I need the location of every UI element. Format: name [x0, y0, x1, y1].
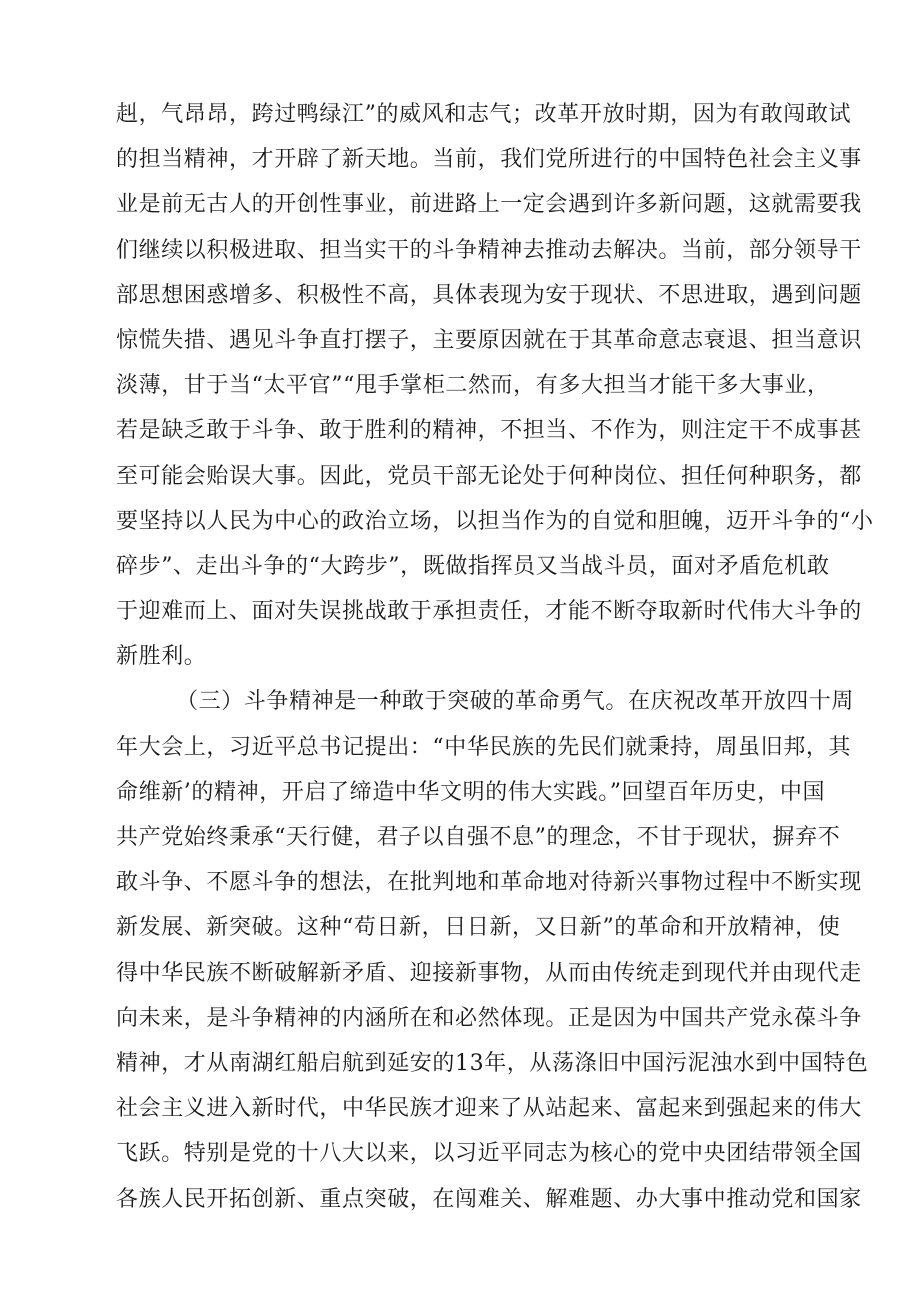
- text-line: 年大会上，习近平总书记提出：“中华民族的先民们就秉持，周虽旧邦，其: [116, 734, 852, 760]
- text-line: 的担当精神，才开辟了新天地。当前，我们党所进行的中国特色社会主义事: [116, 147, 862, 173]
- text-line: 于迎难而上、面对失误挑战敢于承担责任，才能不断夺取新时代伟大斗争的: [116, 599, 862, 625]
- text-line: 惊慌失措、遇见斗争直打摆子，主要原因就在于其革命意志衰退、担当意识: [116, 327, 862, 353]
- text-line: 部思想困惑增多、积极性不高，具体表现为安于现状、不思进取，遇到问题: [116, 282, 862, 308]
- text-line: 得中华民族不断破解新矛盾、迎接新事物，从而由传统走到现代并由现代走: [116, 960, 862, 986]
- text-line: 各族人民开拓创新、重点突破，在闯难关、解难题、办大事中推动党和国家: [116, 1186, 862, 1212]
- text-line: 们继续以积极进取、担当实干的斗争精神去推动去解决。当前，部分领导干: [116, 237, 862, 263]
- text-line: 新发展、新突破。这种“苟日新，日日新，又日新”的革命和开放精神，使: [116, 915, 841, 941]
- text-line: 精神，才从南湖红船启航到延安的13年，从荡涤旧中国污泥浊水到中国特色: [116, 1050, 869, 1076]
- text-line: 新胜利。: [116, 644, 207, 670]
- document-body: [116, 92, 874, 1222]
- text-line: 敢斗争、不愿斗争的想法，在批判地和革命地对待新兴事物过程中不断实现: [116, 870, 862, 896]
- text-line: 碎步”、走出斗争的“大跨步”，既做指挥员又当战斗员，面对矛盾危机敢: [116, 553, 830, 579]
- text-line: 社会主义进入新时代，中华民族才迎来了从站起来、富起来到强起来的伟大: [116, 1096, 862, 1122]
- text-line: 共产党始终秉承“天行健，君子以自强不息”的理念，不甘于现状，摒弃不: [116, 825, 841, 850]
- text-line: 业是前无古人的开创性事业，前进路上一定会遇到许多新问题，这就需要我: [116, 192, 862, 218]
- text-line: 赳，气昂昂，跨过鸭绿江”的威风和志气；改革开放时期，因为有敢闯敢试: [116, 102, 852, 127]
- paragraph-1: [116, 92, 874, 679]
- text-line: 飞跃。特别是党的十八大以来，以习近平同志为核心的党中央团结带领全国: [116, 1141, 862, 1167]
- text-line: 要坚持以人民为中心的政治立场，以担当作为的自觉和胆魄，迈开斗争的“小: [116, 508, 874, 534]
- paragraph-2: [116, 679, 869, 1221]
- text-line-indented: （三）斗争精神是一种敢于突破的革命勇气。在庆祝改革开放四十周: [176, 689, 855, 715]
- text-line: 命维新’的精神，开启了缔造中华文明的伟大实践。”回望百年历史，中国: [116, 779, 826, 805]
- text-line: 向未来，是斗争精神的内涵所在和必然体现。正是因为中国共产党永葆斗争: [116, 1005, 862, 1031]
- text-line: 至可能会贻误大事。因此，党员干部无论处于何种岗位、担任何种职务，都: [116, 463, 862, 489]
- text-line: 淡薄，甘于当“太平官”“甩手掌柜二然而，有多大担当才能干多大事业，: [116, 373, 830, 399]
- text-line: 若是缺乏敢于斗争、敢于胜利的精神，不担当、不作为，则注定干不成事甚: [116, 418, 862, 444]
